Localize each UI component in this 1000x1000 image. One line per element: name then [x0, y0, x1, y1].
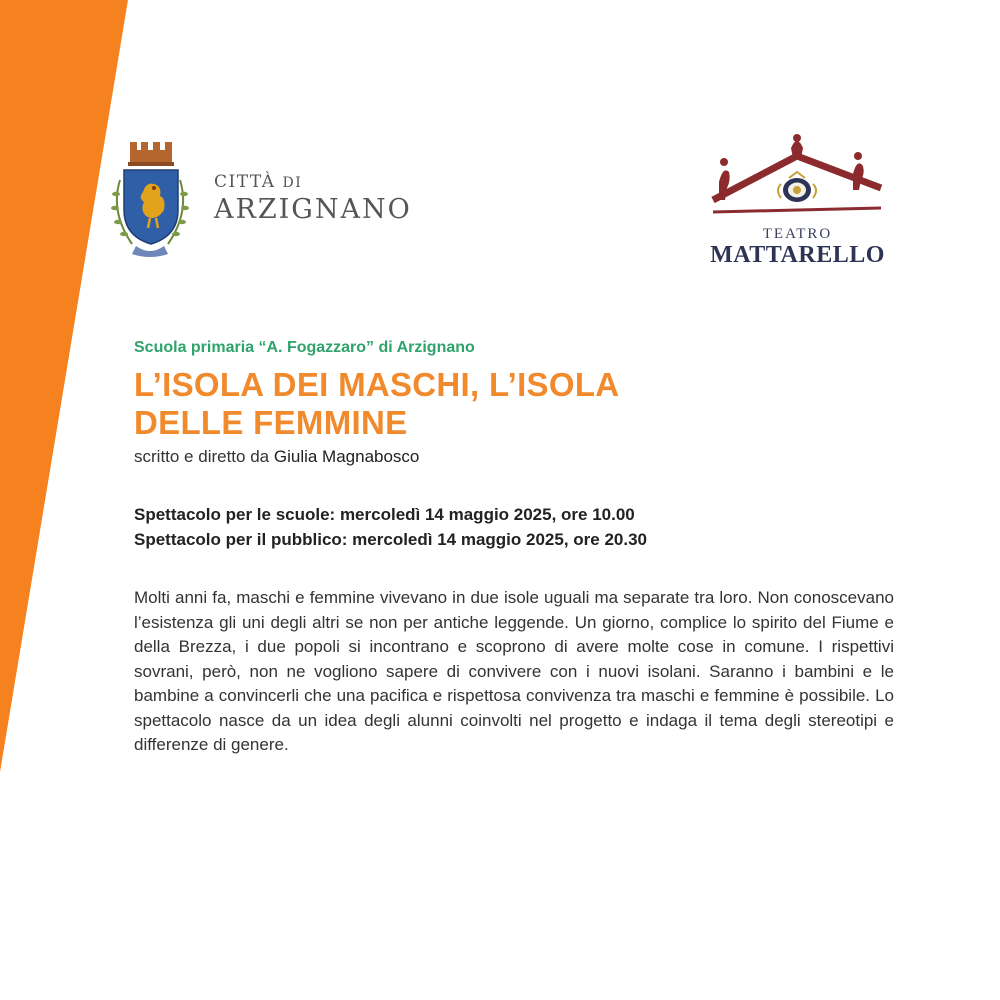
- event-description: Molti anni fa, maschi e femmine vivevano in due isole uguali ma separate tra loro. Non conoscevano l’esistenza gli uni degli altri se non per antiche leggende. Un giorno, complice lo spirito del Fiume e della Brezza, i due popoli si incontrano e scoprono di avere molte cose in comune. I rispettivi sovrani, però, non ne vogliono sapere di convivere con i nuovi isolani. Saranno i bambini e le bambine a convincerli che una pacifica e rispettosa convivenza tra maschi e femmine è possibile. Lo spettacolo nasce da un idea degli alunni coinvolti nel progetto e indaga il tema degli stereotipi e differenze di genere.: [134, 588, 894, 754]
- city-crest-icon: [110, 132, 190, 260]
- author-name: Giulia Magnabosco: [273, 447, 420, 466]
- event-title-line2: DELLE FEMMINE: [134, 404, 408, 441]
- teatro-line2: MATTARELLO: [710, 242, 885, 268]
- school-name: Scuola primaria “A. Fogazzaro” di Arzignano: [134, 339, 475, 356]
- event-title-line1: L’ISOLA DEI MASCHI, L’ISOLA: [134, 366, 620, 403]
- author-prefix: scritto e diretto da: [134, 447, 270, 466]
- arzignano-line2: ARZIGNANO: [214, 194, 412, 225]
- event-content: [134, 338, 894, 758]
- logo-citta-di-arzignano: [110, 132, 410, 262]
- schedule: [134, 502, 894, 552]
- theatre-roof-icon: [705, 132, 890, 227]
- author-credit: [134, 446, 894, 468]
- logo-teatro-mattarello: [705, 132, 890, 267]
- arzignano-wordmark: [214, 172, 412, 225]
- schedule-public: Spettacolo per il pubblico: mercoledì 14 maggio 2025, ore 20.30: [134, 530, 647, 549]
- arzignano-line1: CITTÀ DI: [214, 172, 303, 192]
- schedule-schools: Spettacolo per le scuole: mercoledì 14 maggio 2025, ore 10.00: [134, 505, 635, 524]
- teatro-line1: TEATRO: [762, 226, 833, 242]
- event-title: [134, 366, 894, 442]
